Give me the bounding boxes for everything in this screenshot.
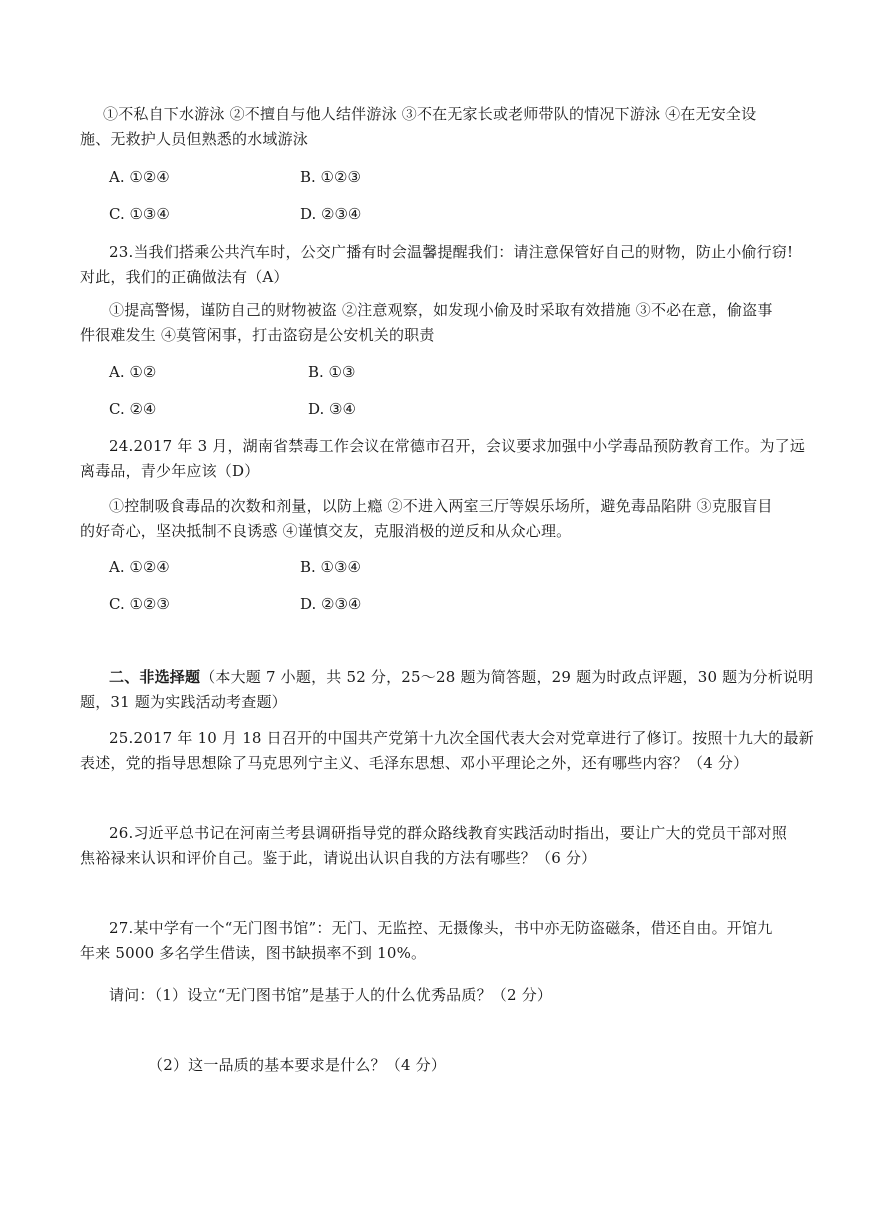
section2-heading-line1 [109,667,813,687]
section2-description-line2: 题，31 题为实践活动考查题） [80,693,287,711]
q26-line1: 26.习近平总书记在河南兰考县调研指导党的群众路线教育实践活动时指出，要让广大的党员干部对照 [109,824,788,842]
q23-stem-line2: 对此，我们的正确做法有（A） [80,268,289,286]
q26-line2: 焦裕禄来认识和评价自己。鉴于此，请说出认识自我的方法有哪些？（6 分） [80,849,597,867]
q23-option-b: B. ①③ [308,363,356,381]
q25-line1: 25.2017 年 10 月 18 日召开的中国共产党第十九次全国代表大会对党章进行了修订。按照十九大的最新 [109,729,814,747]
q27-line1: 27.某中学有一个“无门图书馆”：无门、无监控、无摄像头，书中亦无防盗磁条，借还自由。开馆九 [109,919,773,937]
q24-option-d: D. ②③④ [300,595,362,613]
section2-description: （本大题 7 小题，共 52 分，25～28 题为简答题，29 题为时政点评题，30 题为分析说明 [200,668,814,686]
q25-line2: 表述，党的指导思想除了马克思列宁主义、毛泽东思想、邓小平理论之外，还有哪些内容？（4 分） [80,754,749,772]
q24-stem-line1: 24.2017 年 3 月，湖南省禁毒工作会议在常德市召开，会议要求加强中小学毒品预防教育工作。为了远 [109,437,806,455]
q23-statements-line1: ①提高警惕，谨防自己的财物被盗 ②注意观察，如发现小偷及时采取有效措施 ③不必在意，偷盗事 [109,301,773,319]
q22-statements-line1: ①不私自下水游泳 ②不擅自与他人结伴游泳 ③不在无家长或老师带队的情况下游泳 ④在无安全设 [103,105,757,123]
q23-option-a: A. ①② [109,363,157,381]
q24-option-b: B. ①③④ [300,558,361,576]
q27-subquestion-2: （2）这一品质的基本要求是什么？（4 分） [148,1056,447,1074]
q23-option-c: C. ②④ [109,400,157,418]
q27-line2: 年来 5000 多名学生借读，图书缺损率不到 10%。 [80,944,427,962]
q22-option-a: A. ①②④ [109,168,170,186]
q22-statements-line2: 施、无救护人员但熟悉的水域游泳 [80,130,309,148]
q24-statements-line2: 的好奇心，坚决抵制不良诱惑 ④谨慎交友，克服消极的逆反和从众心理。 [80,522,572,540]
q22-option-d: D. ②③④ [300,205,362,223]
q22-option-b: B. ①②③ [300,168,361,186]
section2-heading: 二、非选择题 [109,668,201,686]
q23-statements-line2: 件很难发生 ④莫管闲事，打击盗窃是公安机关的职责 [80,326,435,344]
q24-statements-line1: ①控制吸食毒品的次数和剂量，以防上瘾 ②不进入两室三厅等娱乐场所，避免毒品陷阱 ③克服盲目 [109,497,773,515]
q22-option-c: C. ①③④ [109,205,170,223]
q24-option-a: A. ①②④ [109,558,170,576]
q23-stem-line1: 23.当我们搭乘公共汽车时，公交广播有时会温馨提醒我们：请注意保管好自己的财物，防止小偷行窃! [109,243,794,261]
q24-stem-line2: 离毒品，青少年应该（D） [80,462,260,480]
q27-subquestion-1: 请问：（1）设立“无门图书馆”是基于人的什么优秀品质？（2 分） [109,986,553,1004]
q24-option-c: C. ①②③ [109,595,170,613]
q23-option-d: D. ③④ [308,400,356,418]
